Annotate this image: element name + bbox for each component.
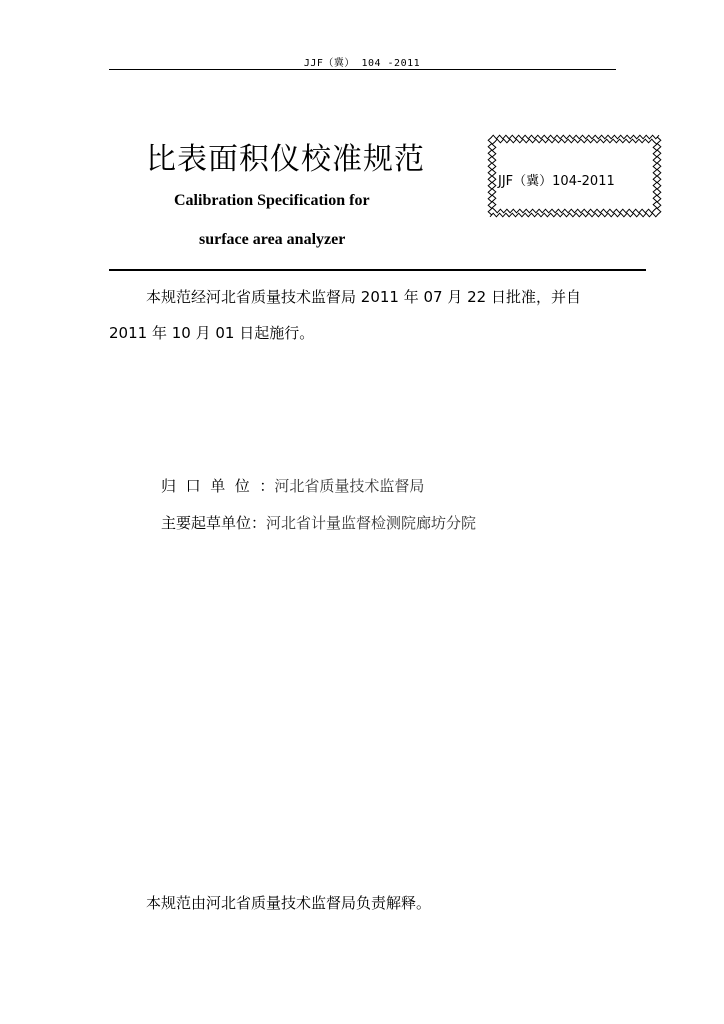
- drafting-unit-value: 河北省计量监督检测院廊坊分院: [266, 514, 477, 532]
- responsible-unit-value: 河北省质量技术监督局: [274, 477, 425, 495]
- code-box-text: JJF（冀）104-2011: [498, 174, 615, 189]
- approval-statement-line2: 2011 年 10 月 01 日起施行。: [109, 324, 315, 342]
- drafting-unit-colon: ：: [251, 514, 267, 532]
- header-standard-code: JJF（冀） 104 -2011: [303, 58, 421, 69]
- title-divider: [109, 269, 646, 271]
- responsible-unit-colon: ：: [259, 477, 275, 495]
- document-title-english-line1: Calibration Specification for: [174, 192, 370, 209]
- responsible-unit-label: 归口单位: [161, 477, 260, 495]
- document-title-english-line2: surface area analyzer: [199, 231, 346, 248]
- drafting-unit-row: [161, 512, 476, 533]
- drafting-unit-label: 主要起草单位: [161, 514, 252, 532]
- document-title-chinese: 比表面积仪校准规范: [146, 142, 425, 177]
- standard-code-box: [487, 134, 662, 218]
- header-rule: [109, 69, 616, 70]
- approval-statement-line1: 本规范经河北省质量技术监督局 2011 年 07 月 22 日批准，并自: [146, 288, 581, 306]
- interpretation-note: 本规范由河北省质量技术监督局负责解释。: [146, 894, 432, 912]
- responsible-unit-row: [161, 475, 424, 496]
